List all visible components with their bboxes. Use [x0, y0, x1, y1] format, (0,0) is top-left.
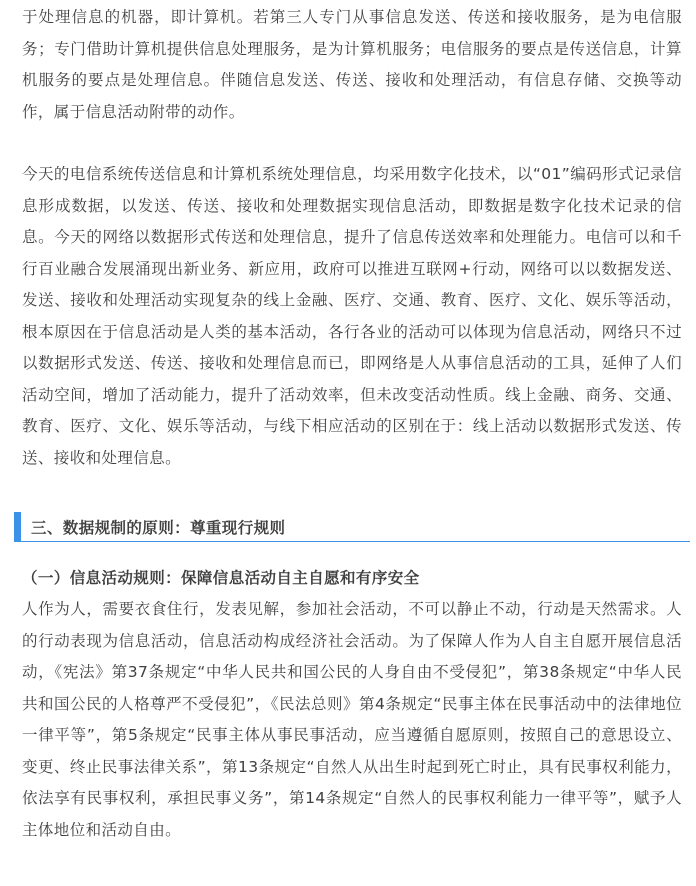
paragraph-information-activity-rules: 人作为人，需要衣食住行，发表见解，参加社会活动，不可以静止不动，行动是天然需求。人的行动表现为信息活动，信息活动构成经济社会活动。为了保障人作为人自主自愿开展信息活动，《宪法》第37条规定“中华人民共和国公民的人身自由不受侵犯”，第38条规定“中华人民共和国公民的人格尊严不受侵犯”，《民法总则》第4条规定“民事主体在民事活动中的法律地位一律平等”，第5条规定“民事主体从事民事活动，应当遵循自愿原则，按照自己的意思设立、变更、终止民事法律关系”，第13条规定“自然人从出生时起到死亡时止，具有民事权利能力，依法享有民事权利，承担民事义务”，第14条规定“自然人的民事权利能力一律平等”，赋予人主体地位和活动自由。	[22, 600, 682, 839]
paragraph-digital-networks: 今天的电信系统传送信息和计算机系统处理信息，均采用数字化技术，以“01”编码形式记录信息形成数据，以发送、传送、接收和处理数据实现信息活动，即数据是数字化技术记录的信息。今天的网络以数据形式传送和处理信息，提升了信息传送效率和处理能力。电信可以和千行百业融合发展涌现出新业务、新应用，政府可以推进互联网+行动，网络可以以数据发送、发送、接收和处理活动实现复杂的线上金融、医疗、交通、教育、医疗、文化、娱乐等活动，根本原因在于信息活动是人类的基本活动，各行各业的活动可以体现为信息活动，网络只不过以数据形式发送、传送、接收和处理信息而已，即网络是人从事信息活动的工具，延伸了人们活动空间，增加了活动能力，提升了活动效率，但未改变活动性质。线上金融、商务、交通、教育、医疗、文化、娱乐等活动，与线下相应活动的区别在于：线上活动以数据形式发送、传送、接收和处理信息。	[22, 165, 682, 467]
section-heading	[14, 512, 690, 542]
subsection-heading: （一）信息活动规则：保障信息活动自主自愿和有序安全	[22, 569, 420, 587]
paragraph-computer-services: 于处理信息的机器，即计算机。若第三人专门从事信息发送、传送和接收服务，是为电信服务；专门借助计算机提供信息处理服务，是为计算机服务；电信服务的要点是传送信息，计算机服务的要点是处理信息。伴随信息发送、传送、接收和处理活动，有信息存储、交换等动作，属于信息活动附带的动作。	[22, 8, 682, 121]
section-heading-text: 三、数据规制的原则：尊重现行规则	[31, 519, 286, 537]
